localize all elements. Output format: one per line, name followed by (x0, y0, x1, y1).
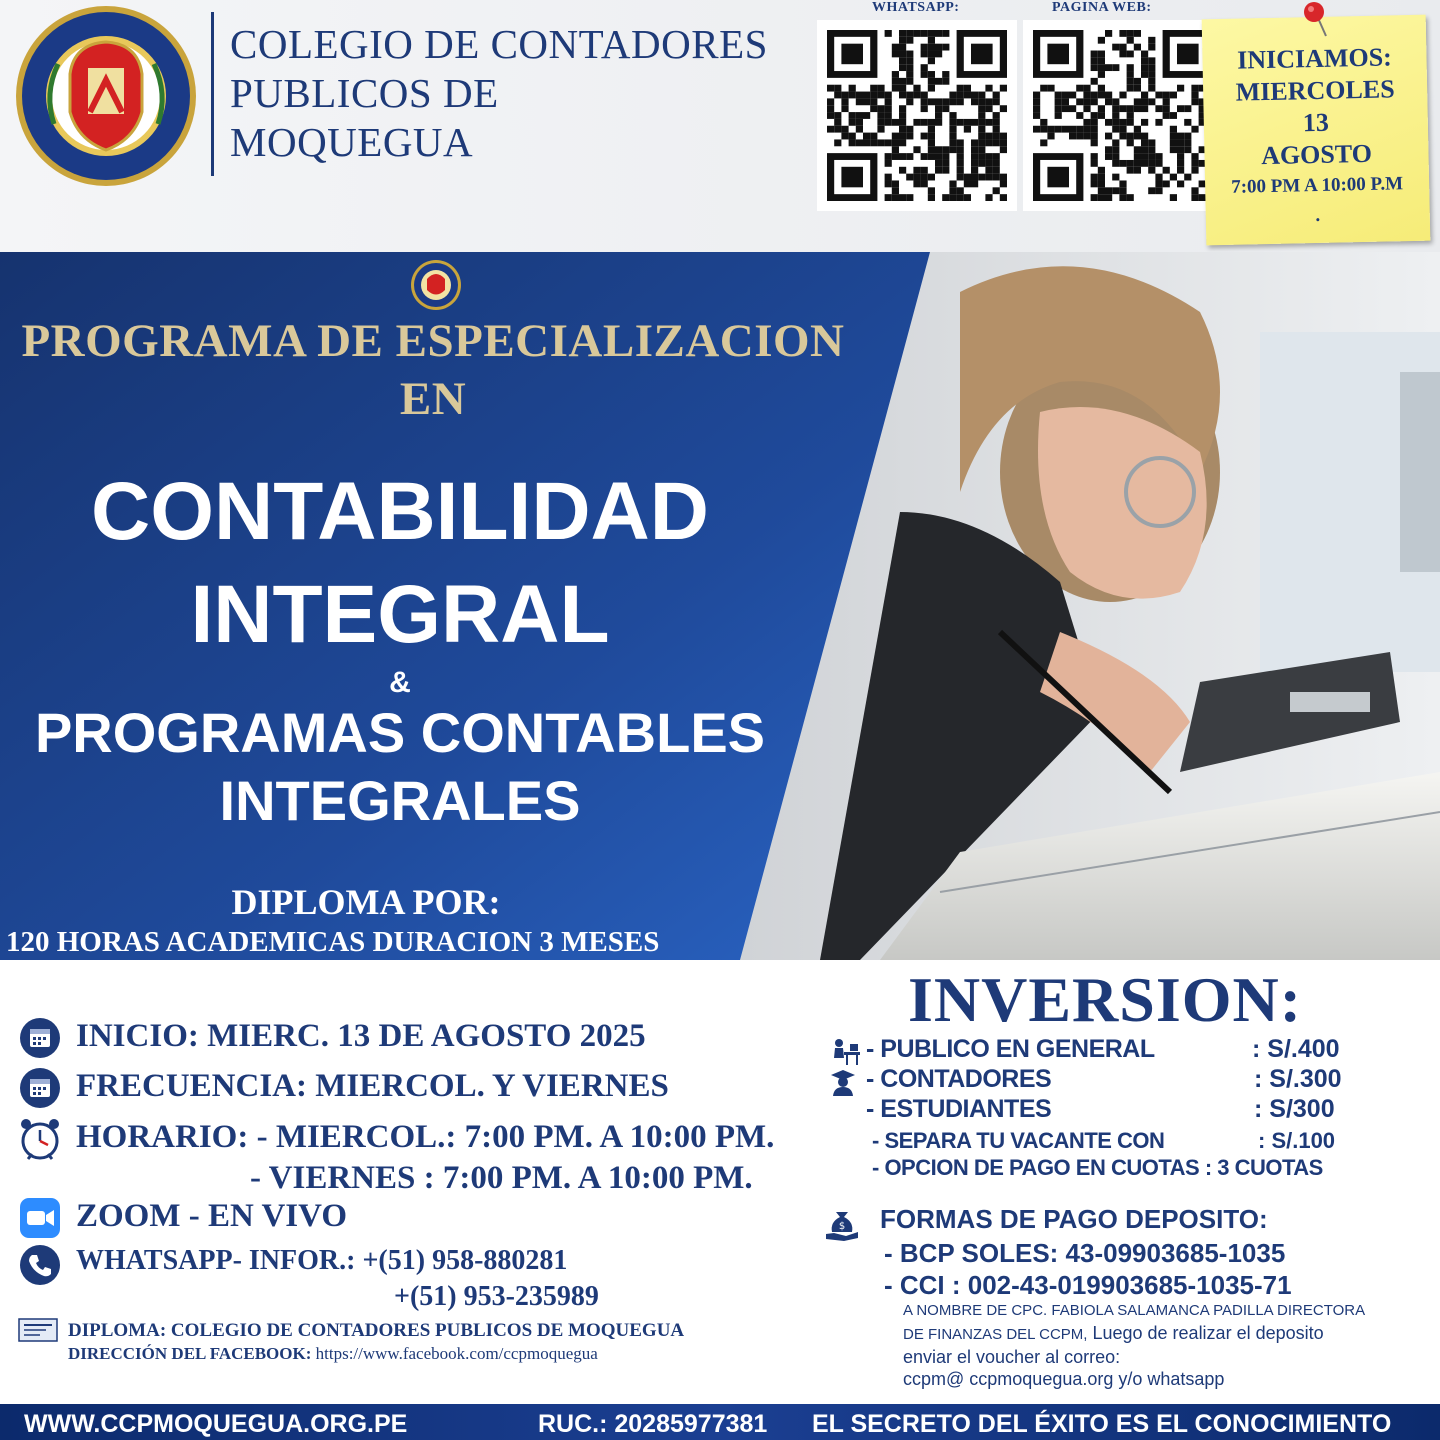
note-line2b: Luego de realizar el deposito (1087, 1323, 1324, 1343)
qr-code-whatsapp[interactable] (817, 20, 1017, 211)
calendar-icon (18, 1016, 62, 1060)
inv-cuotas-label: - OPCION DE PAGO EN CUOTAS : 3 CUOTAS (872, 1155, 1323, 1180)
duration-text: 120 HORAS ACADEMICAS DURACION 3 MESES (6, 926, 660, 958)
program-title (0, 312, 866, 428)
title-contabilidad: CONTABILIDAD (91, 466, 709, 557)
sticky-line5: 7:00 PM A 10:00 P.M (1231, 173, 1404, 198)
inversion-title: INVERSION: (908, 964, 1303, 1035)
payment-note (903, 1300, 1423, 1390)
whatsapp-phone2[interactable]: +(51) 953-235989 (394, 1281, 599, 1312)
zoom-icon (18, 1196, 62, 1240)
inv-estudiantes-price: : S/300 (1254, 1095, 1335, 1123)
footer (0, 1404, 1440, 1440)
person-at-desk-icon (830, 1036, 862, 1066)
org-name-line3: MOQUEGUA (230, 119, 474, 166)
footer-ruc: RUC.: 20285977381 (538, 1410, 768, 1438)
sticky-line3: 13 (1302, 107, 1330, 138)
inv-contadores-price: : S/.300 (1254, 1065, 1342, 1093)
title-ampersand: & (389, 666, 411, 699)
formas-pago-title: FORMAS DE PAGO DEPOSITO: (880, 1204, 1268, 1234)
qr-web-label: PAGINA WEB: (1052, 0, 1152, 15)
inv-contadores-label: - CONTADORES (866, 1065, 1052, 1093)
header (0, 0, 1440, 252)
hero-banner (0, 252, 1440, 960)
note-line1: A NOMBRE DE CPC. FABIOLA SALAMANCA PADILLA DIRECTORA (903, 1302, 1366, 1319)
cci-account: - CCI : 002-43-019903685-1035-71 (884, 1270, 1292, 1300)
org-name-line2: PUBLICOS DE (230, 70, 499, 117)
push-pin-icon (1296, 0, 1336, 40)
note-line3: enviar el voucher al correo: (903, 1347, 1121, 1367)
frecuencia-text: FRECUENCIA: MIERCOL. Y VIERNES (76, 1068, 669, 1104)
title-integral: INTEGRAL (190, 569, 610, 660)
qr-code-web[interactable] (1023, 20, 1223, 211)
bcp-account: - BCP SOLES: 43-09903685-1035 (884, 1238, 1286, 1268)
program-line1: PROGRAMA DE ESPECIALIZACION (21, 315, 845, 367)
title-programas-contables: PROGRAMAS CONTABLES (34, 701, 766, 764)
diploma-por-heading: DIPLOMA POR: (231, 882, 501, 922)
note-line2a: DE FINANZAS DEL CCPM, (903, 1326, 1088, 1343)
sticky-line2: MIERCOLES (1235, 74, 1395, 107)
whatsapp-phone2-row (394, 1281, 599, 1313)
alarm-clock-icon (18, 1117, 62, 1161)
whatsapp-text[interactable]: WHATSAPP- INFOR.: +(51) 958-880281 (76, 1245, 568, 1276)
facebook-label: DIRECCIÓN DEL FACEBOOK: (68, 1344, 312, 1363)
ccpm-small-logo (410, 259, 462, 311)
facebook-line (68, 1344, 598, 1364)
zoom-text: ZOOM - EN VIVO (76, 1198, 347, 1234)
facebook-link[interactable]: https://www.facebook.com/ccpmoquegua (315, 1344, 598, 1363)
header-divider (211, 12, 214, 176)
footer-website[interactable]: WWW.CCPMOQUEGUA.ORG.PE (24, 1410, 408, 1438)
diploma-icon (18, 1316, 58, 1344)
inicio-text: INICIO: MIERC. 13 DE AGOSTO 2025 (76, 1018, 646, 1054)
graduate-icon (830, 1068, 856, 1096)
footer-slogan: EL SECRETO DEL ÉXITO ES EL CONOCIMIENTO (812, 1410, 1392, 1438)
title-integrales: INTEGRALES (219, 769, 581, 832)
sticky-line1: INICIAMOS: (1236, 42, 1393, 75)
ccpm-logo (14, 4, 198, 188)
sticky-line6: . (1315, 204, 1321, 227)
svg-text:$: $ (838, 1221, 846, 1232)
diploma-line: DIPLOMA: COLEGIO DE CONTADORES PUBLICOS DE MOQUEGUA (68, 1320, 685, 1341)
org-name (230, 20, 810, 168)
calendar-icon (18, 1066, 62, 1110)
inv-separa-label: - SEPARA TU VACANTE CON (872, 1128, 1165, 1153)
program-line2: EN (399, 373, 467, 425)
inv-separa-price: : S/.100 (1258, 1128, 1336, 1153)
inv-publico-label: - PUBLICO EN GENERAL (866, 1035, 1155, 1063)
inv-publico-price: : S/.400 (1252, 1035, 1340, 1063)
money-bag-hand-icon (824, 1206, 860, 1242)
qr-whatsapp-label: WHATSAPP: (872, 0, 960, 15)
inv-estudiantes-label: - ESTUDIANTES (866, 1095, 1052, 1123)
sticky-line4: AGOSTO (1260, 138, 1373, 171)
org-name-line1: COLEGIO DE CONTADORES (230, 21, 768, 67)
phone-icon (18, 1243, 62, 1287)
note-line4: ccpm@ ccpmoquegua.org y/o whatsapp (903, 1369, 1225, 1389)
sticky-note (1202, 15, 1431, 246)
horario-viernes-text: - VIERNES : 7:00 PM. A 10:00 PM. (250, 1160, 753, 1196)
horario-viernes-row (250, 1160, 753, 1197)
horario-text: HORARIO: - MIERCOL.: 7:00 PM. A 10:00 PM. (76, 1119, 775, 1155)
